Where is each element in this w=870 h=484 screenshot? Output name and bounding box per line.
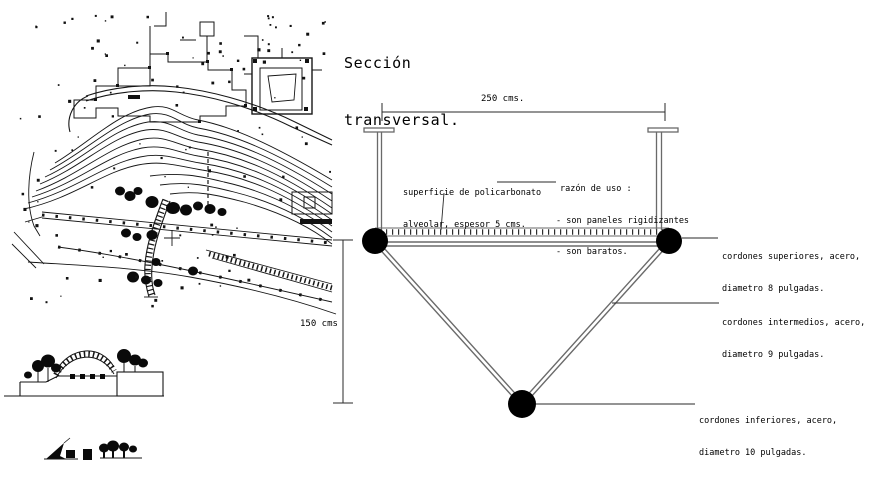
mid-chord-label-line-1: cordones intermedios, acero, xyxy=(722,318,866,328)
bottom-chord-label-line-2: diametro 10 pulgadas. xyxy=(699,447,807,458)
drawing-title xyxy=(344,16,460,149)
boat-silhouette xyxy=(46,443,66,459)
bottom-chord-label xyxy=(699,395,837,469)
surface-note-line-1: superficie de policarbonato xyxy=(403,188,542,198)
bottom-chord-label-line-1: cordones inferiores, acero, xyxy=(699,416,838,426)
surface-note xyxy=(403,167,541,241)
top-chord-label xyxy=(722,231,860,305)
title-line-2: transversal. xyxy=(344,111,460,129)
title-line-1: Sección xyxy=(344,54,412,72)
usage-note xyxy=(556,163,689,268)
building-cluster-topright xyxy=(244,48,322,114)
entourage-figures xyxy=(44,438,142,460)
usage-note-item-1: - son paneles rigidizantes xyxy=(556,215,690,226)
width-dimension-label: 250 cms. xyxy=(481,94,525,104)
height-dimension-label: 150 cms xyxy=(300,319,338,329)
plan-trees xyxy=(115,187,227,288)
mid-chord-label-line-2: diametro 9 pulgadas. xyxy=(722,349,825,360)
elevation-trees xyxy=(24,349,148,379)
site-plan xyxy=(12,12,336,314)
top-left-node xyxy=(362,228,388,254)
surface-note-line-2: alveolar, espesor 5 cms. xyxy=(403,219,526,230)
lower-roads xyxy=(12,152,336,314)
top-chord-label-line-2: diametro 8 pulgadas. xyxy=(722,283,825,294)
contour-lines xyxy=(24,107,332,244)
top-chord-label-line-1: cordones superiores, acero, xyxy=(722,252,861,262)
bridge-elevation-sketch xyxy=(4,349,164,396)
mid-chord-label xyxy=(722,297,865,371)
upper-road xyxy=(69,86,332,145)
planter-silhouette xyxy=(66,450,75,458)
bottom-node xyxy=(508,390,536,418)
scatter-dots xyxy=(20,15,331,308)
building-footprints xyxy=(74,12,258,123)
usage-note-heading: razón de uso : xyxy=(560,184,632,194)
bin-silhouette xyxy=(83,449,92,460)
building-window-marks xyxy=(94,52,247,123)
usage-note-item-2: - son baratos. xyxy=(556,247,628,257)
